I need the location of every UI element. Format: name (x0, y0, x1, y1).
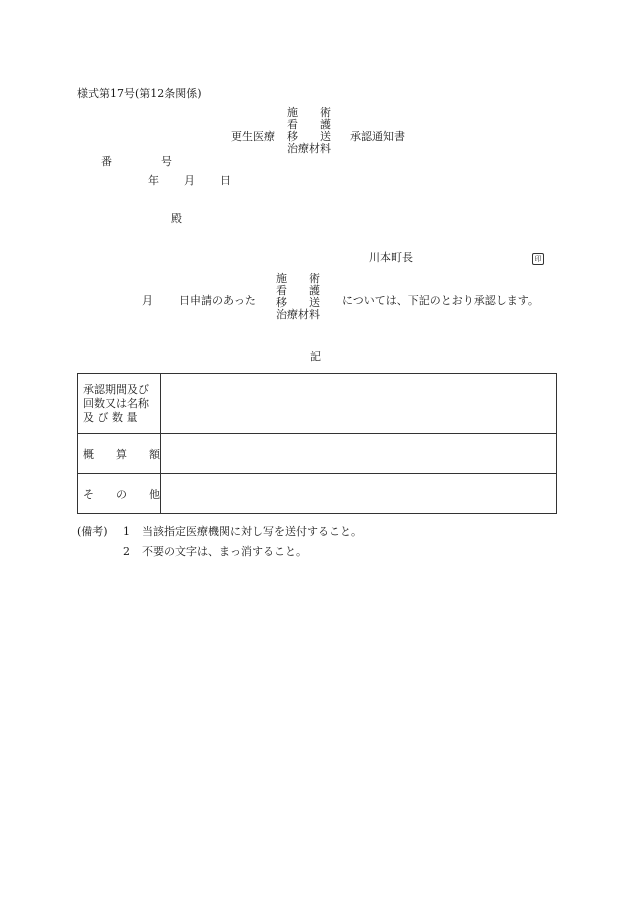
seal-mark: 印 (532, 253, 544, 265)
body-month: 月 (142, 294, 153, 307)
table-row (78, 474, 557, 514)
date-year: 年 (148, 174, 159, 187)
body-item-stack (276, 273, 320, 321)
notice-item-stack (287, 107, 331, 155)
body-item: 看 護 (276, 284, 320, 297)
row-label (78, 474, 161, 514)
date-month: 月 (184, 174, 195, 187)
remark-text: 当該指定医療機関に対し写を送付すること。 (142, 525, 362, 538)
body-item: 治療材料 (276, 308, 320, 321)
body-day-text: 日申請のあった (179, 294, 256, 307)
label-line: そ の 他 (83, 487, 160, 501)
notice-item: 施 術 (287, 106, 331, 119)
remark-num: 1 (123, 525, 130, 538)
row-label (78, 434, 161, 474)
number-ban: 番 (101, 155, 112, 168)
notice-item: 移 送 (287, 130, 331, 143)
date-day: 日 (220, 174, 231, 187)
row-value[interactable] (161, 374, 557, 434)
notice-item: 治療材料 (287, 142, 331, 155)
row-value[interactable] (161, 474, 557, 514)
form-number: 様式第17号(第12条関係) (77, 87, 202, 100)
addressee-suffix: 殿 (171, 212, 182, 225)
remarks-title: (備考) (77, 525, 108, 538)
issuer-seal (532, 251, 544, 265)
body-item: 施 術 (276, 272, 320, 285)
label-line: 及 び 数 量 (83, 410, 138, 424)
remark-num: 2 (123, 545, 130, 558)
notice-item: 看 護 (287, 118, 331, 131)
table-row (78, 434, 557, 474)
notice-suffix: 承認通知書 (350, 130, 405, 143)
body-rest: については、下記のとおり承認します。 (342, 294, 539, 307)
remark-text: 不要の文字は、まっ消すること。 (142, 545, 307, 558)
notice-prefix: 更生医療 (231, 130, 275, 143)
body-item: 移 送 (276, 296, 320, 309)
number-go: 号 (161, 155, 172, 168)
approval-table (77, 373, 557, 514)
issuer-name: 川本町長 (369, 251, 413, 264)
label-line: 承認期間及び (83, 382, 149, 396)
ki-heading: 記 (310, 350, 321, 363)
label-line: 概 算 額 (83, 447, 160, 461)
label-line: 回数又は名称 (83, 396, 149, 410)
table-row (78, 374, 557, 434)
row-value[interactable] (161, 434, 557, 474)
row-label (78, 374, 161, 434)
